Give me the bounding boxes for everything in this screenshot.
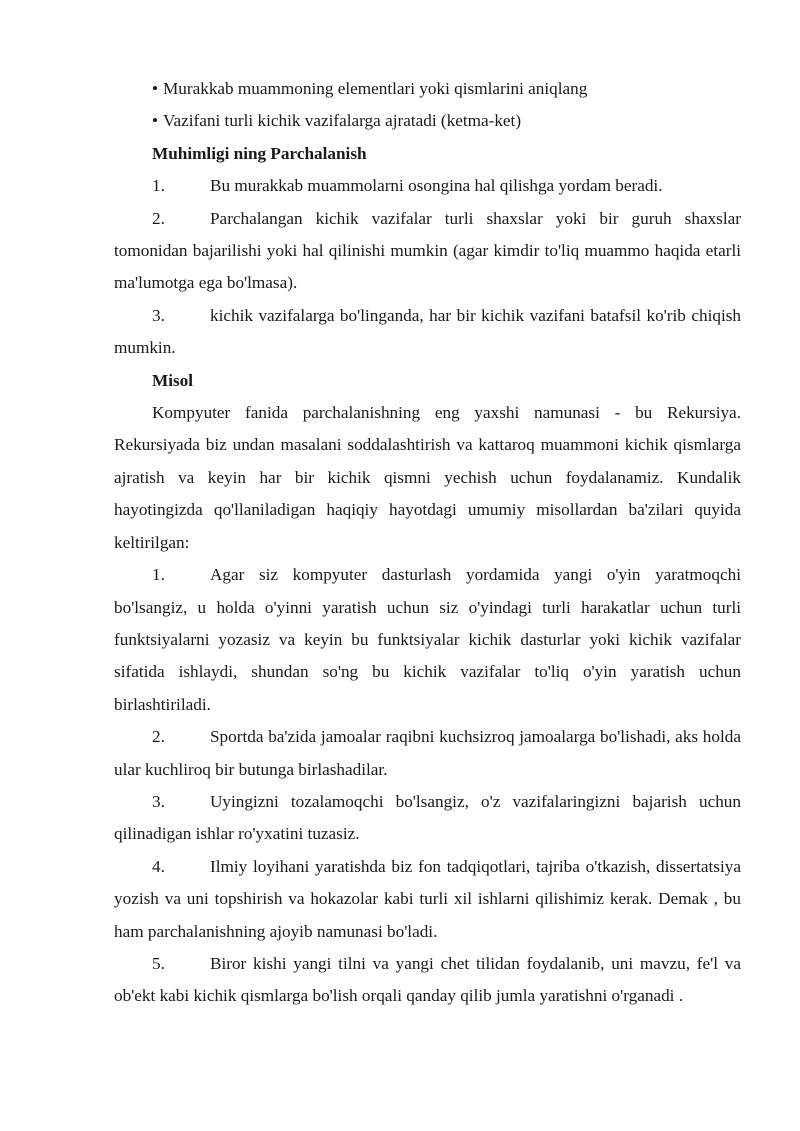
item-text: Bu murakkab muammolarni osongina hal qilishga yordam beradi. <box>210 176 663 196</box>
item-number: 3. <box>152 791 165 811</box>
item-text: Agar siz kompyuter dasturlash yordamida yangi o'yin yaratmoqchi bo'lsangiz, u holda o'yinni yaratish uchun siz o'yindagi turli harakatlar uchun turli funktsiyalarni yozasiz va keyin bu funktsiyalar kichik dasturlar yoki kichik vazifalar sifatida ishlaydi, shundan so'ng bu kichik vazifalar to'liq o'yin yaratish uchun birlashtiriladi. <box>114 565 741 714</box>
item-text: Parchalangan kichik vazifalar turli shaxslar yoki bir guruh shaxslar tomonidan bajarilishi yoki hal qilinishi mumkin (agar kimdir to'liq muammo haqida etarli ma'lumotga ega bo'lmasa). <box>114 208 741 293</box>
item-number: 2. <box>152 208 165 228</box>
section-heading-example: Misol <box>152 370 194 390</box>
bullet-item <box>114 73 741 105</box>
bullet-icon: • <box>152 79 159 98</box>
example-item <box>114 786 741 851</box>
importance-item <box>114 203 741 300</box>
item-text: kichik vazifalarga bo'linganda, har bir kichik vazifani batafsil ko'rib chiqish mumkin. <box>114 305 741 358</box>
item-text: Uyingizni tozalamoqchi bo'lsangiz, o'z vazifalaringizni bajarish uchun qilinadigan ishlar ro'yxatini tuzasiz. <box>114 791 741 844</box>
importance-item <box>114 170 741 202</box>
bullet-text: Murakkab muammoning elementlari yoki qismlarini aniqlang <box>163 79 588 98</box>
example-item <box>114 851 741 948</box>
item-number: 1. <box>152 176 165 196</box>
example-item <box>114 948 741 1013</box>
example-item <box>114 559 741 721</box>
item-number: 5. <box>152 953 165 973</box>
bullet-text: Vazifani turli kichik vazifalarga ajratadi (ketma-ket) <box>163 111 522 131</box>
item-number: 3. <box>152 305 165 325</box>
example-paragraph: Kompyuter fanida parchalanishning eng yaxshi namunasi - bu Rekursiya. Rekursiyada biz undan masalani soddalashtirish va kattaroq muammoni kichik qismlarga ajratish va keyin har bir kichik qismni yechish uchun foydalanamiz. Kundalik hayotingizda qo'llaniladigan haqiqiy hayotdagi umumiy misollardan ba'zilari quyida keltirilgan: <box>114 403 741 552</box>
item-number: 2. <box>152 727 165 747</box>
item-number: 4. <box>152 856 165 876</box>
bullet-icon: • <box>152 111 159 131</box>
item-text: Biror kishi yangi tilni va yangi chet tilidan foydalanib, uni mavzu, fe'l va ob'ekt kabi kichik qismlarga bo'lish orqali qanday qilib jumla yaratishni o'rganadi . <box>114 953 741 1006</box>
item-number: 1. <box>152 565 165 585</box>
example-item <box>114 721 741 786</box>
importance-item <box>114 300 741 365</box>
section-heading-importance: Muhimligi ning Parchalanish <box>152 143 367 163</box>
bullet-item <box>114 105 741 137</box>
item-text: Sportda ba'zida jamoalar raqibni kuchsizroq jamoalarga bo'lishadi, aks holda ular kuchliroq bir butunga birlashadilar. <box>114 727 741 779</box>
item-text: Ilmiy loyihani yaratishda biz fon tadqiqotlari, tajriba o'tkazish, dissertatsiya yozish va uni topshirish va hokazolar kabi turli xil ishlarni qilishimiz kerak. Demak , bu ham parchalanishning ajoyib namunasi bo'ladi. <box>114 856 741 941</box>
document-page <box>114 73 741 1013</box>
